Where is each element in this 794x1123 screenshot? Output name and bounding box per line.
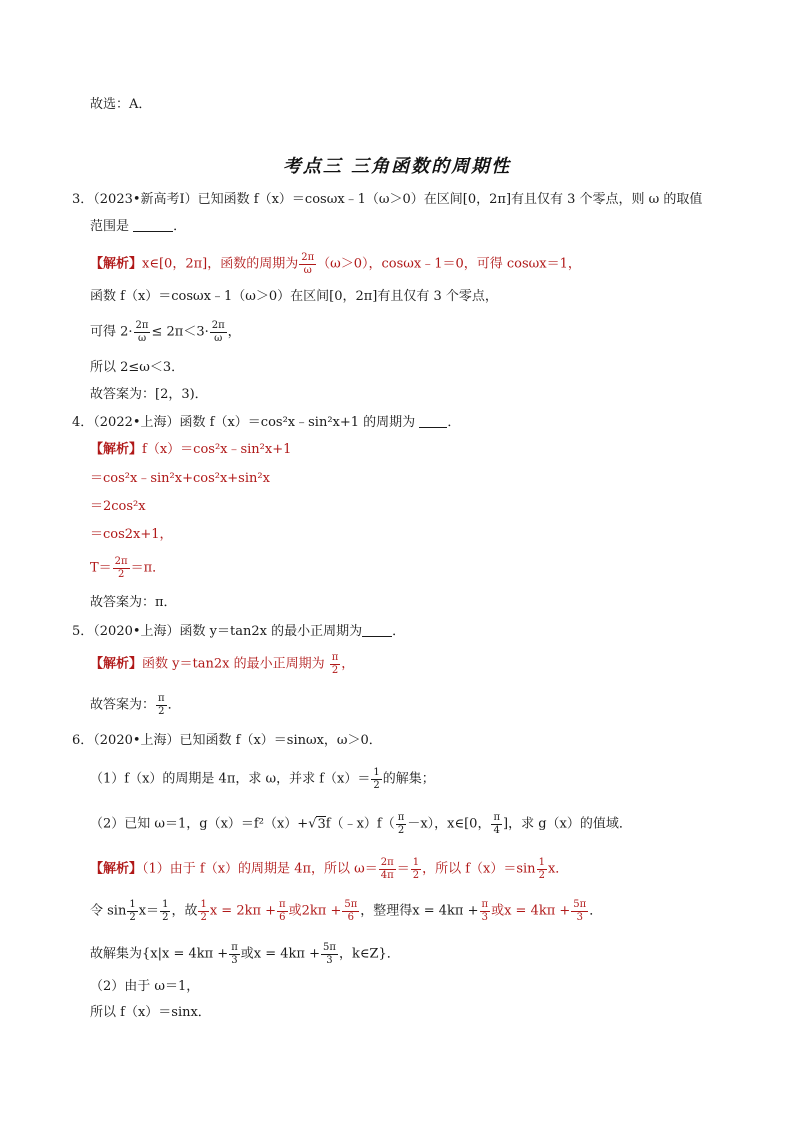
q4-solution-tag: 【解析】 [90,442,143,457]
q5-answer: 故答案为： $\frac{\pi}{2}$ ． [90,693,181,717]
q3-solution-line2: 函数 f（x）＝cosωx﹣1（ω＞0）在区间[0，2π]有且仅有 3 个零点， [90,289,498,304]
q3-solution-line4: 所以 2≤ω＜3． [90,360,185,375]
q6-solution-line5: 所以 f（x）＝sinx． [90,1005,211,1020]
q3-solution-line1: 【解析】x∈[0，2π]，函数的周期为 $\frac{2\pi}{\omega}$ （ω＞0），cosωx﹣1＝0，可得 cosωx＝1， [90,252,581,276]
q3-solution-tag: 【解析】 [90,256,143,272]
q4-solution-line3: ＝2cos²x [90,499,146,514]
q4-solution-line4: ＝cos2x+1， [90,527,173,542]
q6-solution-line4: （2）由于 ω＝1， [90,979,200,994]
q4-solution-line2: ＝cos²x﹣sin²x+cos²x+sin²x [90,471,270,486]
q6-stem: 6．（2020•上海）已知函数 f（x）＝sinωx，ω＞0． [72,733,382,748]
q6-part1: （1）f（x）的周期是 4π，求 ω，并求 f（x）＝ $\frac{1}{2}$ 的解集； [90,767,435,791]
q3-answer-blank [133,231,173,232]
q5-solution-tag: 【解析】 [90,656,143,672]
q6-solution-tag: 【解析】 [90,861,143,877]
q3-answer: 故答案为：[2，3)． [90,387,208,402]
q5-solution-line1: 【解析】函数 y＝tan2x 的最小正周期为 $\frac{\pi}{2}$ ， [90,652,355,676]
q4-stem: 4．（2022•上海）函数 f（x）＝cos²x﹣sin²x+1 的周期为 ． [72,415,461,430]
q3-solution-line3: 可得 2· $\frac{2\pi}{\omega}$ ≤ 2π＜3· $\frac{2\pi}{\omega}$ ， [90,320,241,344]
q3-stem-cont: 范围是 ． [90,219,187,234]
q4-answer: 故答案为：π． [90,595,177,610]
q6-solution-line2: 令 sin $\frac{1}{2}$ x＝ $\frac{1}{2}$ ，故 $\frac{1}{2}$ x = 2kπ + $\frac{\pi}{6}$ 或2kπ + $\frac{5\pi}{6}$ ，整理得x = 4kπ + $\frac{\pi}{3}$ 或x = 4kπ + $\frac{5\pi}{3}$ ． [90,899,603,923]
q3-stem: 3．（2023•新高考Ⅰ）已知函数 f（x）＝cosωx﹣1（ω＞0）在区间[0，2π]有且仅有 3 个零点，则 ω 的取值 [72,192,703,207]
q6-solution-line1: 【解析】（1）由于 f（x）的周期是 4π，所以 ω＝ $\frac{2\pi}{4\pi}$ ＝ $\frac{1}{2}$ ，所以 f（x）＝sin $\frac{1}{2}$ x． [90,857,569,881]
q5-stem: 5．（2020•上海）函数 y＝tan2x 的最小正周期为 ． [72,624,406,639]
q6-solution-line3: 故解集为{x|x = 4kπ + $\frac{\pi}{3}$ 或x = 4kπ + $\frac{5\pi}{3}$ ，k∈Z}． [90,942,400,966]
q4-solution-line1: 【解析】f（x）＝cos²x﹣sin²x+1 [90,442,292,457]
q5-answer-blank [362,636,392,637]
q6-part2: （2）已知 ω＝1，g（x）＝f²（x）+√3f（﹣x）f（ $\frac{\pi}{2}$ －x），x∈[0， $\frac{\pi}{4}$ ]，求 g（x）的值域． [90,812,632,836]
section-title: 考点三 三角函数的周期性 [282,156,512,177]
q4-answer-blank [419,427,447,428]
q3-fraction: $\frac{2\pi}{\omega}$ [301,252,315,276]
previous-answer: 故选：A． [90,97,152,112]
q4-solution-line5: T＝ $\frac{2\pi}{2}$ ＝π． [90,556,166,580]
